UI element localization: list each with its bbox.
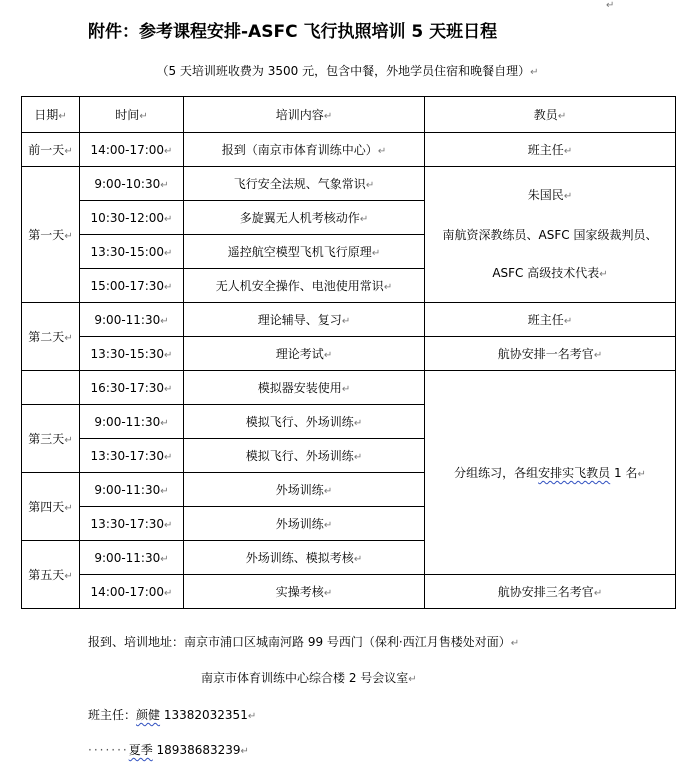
cell-text: 安排实飞教员 (538, 466, 611, 480)
content-cell (184, 235, 425, 269)
day-label (22, 473, 80, 541)
cell-text: 外场训练、模拟考核 (245, 551, 354, 565)
cell-text: 前一天 (28, 143, 65, 157)
header-coach (425, 97, 676, 133)
cell-text: ······· (88, 743, 129, 757)
cell-text: 外场训练 (275, 517, 324, 531)
cell-text: 理论考试 (275, 347, 324, 361)
cell-text: 遥控航空模型飞机飞行原理 (227, 245, 372, 259)
coach-cell (425, 337, 676, 371)
cell-text: 第五天 (28, 568, 65, 582)
paragraph-mark: ↵ (160, 179, 169, 191)
paragraph-mark: ↵ (341, 316, 351, 327)
content-cell (184, 541, 425, 575)
paragraph-mark: ↵ (593, 588, 603, 599)
content-cell (184, 337, 425, 371)
cell-text: 第一天 (28, 228, 65, 242)
cell-text: 日期 (34, 108, 59, 122)
paragraph-mark: ↵ (383, 282, 393, 293)
paragraph-mark: ↵ (593, 350, 603, 361)
table-row (22, 167, 676, 201)
cell-text: 1 名 (610, 466, 638, 480)
time-cell (80, 371, 184, 405)
time-cell (80, 337, 184, 371)
content-cell (184, 405, 425, 439)
paragraph-mark: ↵ (599, 268, 608, 280)
time-cell (80, 473, 184, 507)
cell-text: 13:30-15:30 (90, 346, 165, 361)
address-line-2 (201, 669, 417, 686)
paragraph-mark: ↵ (64, 571, 73, 582)
day-label (22, 303, 80, 371)
cell-text: 10:30-12:00 (90, 210, 165, 225)
paragraph-mark: ↵ (637, 469, 646, 480)
paragraph-mark: ↵ (323, 486, 333, 497)
paragraph-mark: ↵ (64, 435, 73, 446)
paragraph-mark: ↵ (64, 503, 73, 514)
paragraph-mark: ↵ (247, 711, 257, 722)
paragraph-mark: ↵ (371, 248, 381, 259)
cell-text: 模拟飞行、外场训练 (245, 449, 354, 463)
document-title: 附件：参考课程安排-ASFC 飞行执照培训 5 天班日程 (88, 22, 498, 42)
cell-text: 模拟飞行、外场训练 (245, 415, 354, 429)
paragraph-mark: ↵ (563, 146, 573, 157)
cell-text: 航协安排一名考官 (497, 347, 594, 361)
subtitle-text: （5 天培训班收费为 3500 元，包含中餐，外地学员住宿和晚餐自理） (156, 64, 531, 78)
time-cell (80, 235, 184, 269)
content-cell (184, 371, 425, 405)
paragraph-mark: ↵ (164, 383, 173, 395)
paragraph-mark: ↵ (164, 247, 173, 259)
paragraph-mark: ↵ (164, 145, 173, 157)
table-header-row (22, 97, 676, 133)
table-row (22, 303, 676, 337)
paragraph-mark: ↵ (530, 67, 539, 78)
paragraph-mark: ↵ (64, 146, 73, 157)
content-cell (184, 269, 425, 303)
coach-cell (425, 133, 676, 167)
table-row (22, 337, 676, 371)
cell-text: 14:00-17:00 (90, 584, 165, 599)
cell-text: 报到、培训地址：南京市浦口区城南河路 99 号西门（保利·西江月售楼处对面） (88, 635, 511, 649)
cell-text: 9:00-11:30 (94, 312, 161, 327)
paragraph-mark: ↵ (240, 746, 249, 757)
cell-text: 13:30-15:00 (90, 244, 165, 259)
header-content (184, 97, 425, 133)
paragraph-mark: ↵ (160, 417, 169, 429)
content-cell (184, 201, 425, 235)
content-cell (184, 303, 425, 337)
coach-cell (425, 303, 676, 337)
day-label (22, 541, 80, 609)
cell-text: 13:30-17:30 (90, 516, 165, 531)
coach-cell (425, 575, 676, 609)
cell-text: 夏季 (128, 743, 153, 757)
table-row (22, 575, 676, 609)
cell-text: 第四天 (28, 500, 65, 514)
cell-text: 实操考核 (275, 585, 324, 599)
day-label (22, 167, 80, 303)
paragraph-mark: ↵ (365, 180, 375, 191)
time-cell (80, 269, 184, 303)
paragraph-mark: ↵ (160, 485, 169, 497)
address-line-1 (88, 633, 519, 650)
paragraph-mark: ↵ (563, 190, 573, 202)
document-subtitle (0, 62, 695, 79)
paragraph-mark: ↵ (353, 452, 363, 463)
paragraph-mark: ↵ (408, 674, 417, 685)
cell-text: 班主任： (88, 708, 137, 722)
paragraph-mark: ↵ (510, 638, 520, 649)
content-cell (184, 167, 425, 201)
cell-text: 无人机安全操作、电池使用常识 (215, 279, 384, 293)
cell-text: 9:00-11:30 (94, 414, 161, 429)
cell-text: 18938683239 (152, 743, 241, 757)
cell-text: 16:30-17:30 (90, 380, 165, 395)
content-cell (184, 507, 425, 541)
paragraph-mark: ↵ (323, 520, 333, 531)
paragraph-mark: ↵ (64, 333, 73, 344)
paragraph-mark: ↵ (323, 111, 333, 122)
content-cell (184, 473, 425, 507)
cell-text: 颜健 (136, 708, 161, 722)
time-cell (80, 133, 184, 167)
contact-line-1 (88, 706, 256, 723)
paragraph-mark: ↵ (557, 111, 567, 122)
time-cell (80, 541, 184, 575)
paragraph-mark: ↵ (160, 315, 169, 327)
paragraph-mark: ↵ (323, 350, 333, 361)
time-cell (80, 439, 184, 473)
content-cell (184, 439, 425, 473)
paragraph-mark: ↵ (353, 418, 363, 429)
paragraph-mark: ↵ (341, 384, 351, 395)
paragraph-mark: ↵ (164, 451, 173, 463)
day-label (22, 133, 80, 167)
cell-text: 朱国民 (527, 187, 564, 202)
day-label-empty (22, 371, 80, 405)
cell-text: ASFC 高级技术代表 (492, 265, 600, 280)
time-cell (80, 201, 184, 235)
cell-text: 15:00-17:30 (90, 278, 165, 293)
cell-text: 教员 (533, 108, 558, 122)
paragraph-mark: ↵ (606, 0, 615, 11)
cell-text: 飞行安全法规、气象常识 (233, 177, 366, 191)
cell-text: 13:30-17:30 (90, 448, 165, 463)
cell-text: 13382032351 (160, 708, 248, 722)
paragraph-mark: ↵ (359, 214, 369, 225)
cell-text: 第二天 (28, 330, 65, 344)
cell-text: 航协安排三名考官 (497, 585, 594, 599)
cell-text: 培训内容 (275, 108, 324, 122)
paragraph-mark: ↵ (139, 111, 148, 122)
paragraph-mark: ↵ (164, 281, 173, 293)
day-label (22, 405, 80, 473)
cell-text: 外场训练 (275, 483, 324, 497)
time-cell (80, 167, 184, 201)
time-cell (80, 575, 184, 609)
table-row (22, 371, 676, 405)
cell-text: 9:00-11:30 (94, 550, 161, 565)
paragraph-mark: ↵ (160, 553, 169, 565)
cell-text: 报到（南京市体育训练中心） (221, 143, 378, 157)
paragraph-mark: ↵ (164, 349, 173, 361)
contact-line-2 (88, 741, 249, 758)
cell-text: 南航资深教练员、ASFC 国家级裁判员、 (442, 227, 658, 242)
paragraph-mark: ↵ (164, 519, 173, 531)
paragraph-mark: ↵ (323, 588, 333, 599)
cell-text: 时间 (115, 108, 140, 122)
cell-text: 南京市体育训练中心综合楼 2 号会议室 (201, 671, 409, 685)
cell-text: 第三天 (28, 432, 65, 446)
cell-text: 班主任 (527, 313, 564, 327)
paragraph-mark: ↵ (64, 231, 73, 242)
cell-text: 9:00-10:30 (94, 176, 161, 191)
paragraph-mark: ↵ (377, 146, 387, 157)
cell-text: 9:00-11:30 (94, 482, 161, 497)
table-row (22, 133, 676, 167)
cell-text: 理论辅导、复习 (257, 313, 342, 327)
paragraph-mark: ↵ (563, 316, 573, 327)
paragraph-mark: ↵ (58, 111, 67, 122)
paragraph-mark: ↵ (353, 554, 363, 565)
content-cell (184, 133, 425, 167)
time-cell (80, 405, 184, 439)
cell-text: 分组练习，各组 (454, 466, 539, 480)
time-cell (80, 507, 184, 541)
coach-cell (425, 371, 676, 575)
content-cell (184, 575, 425, 609)
cell-text: 模拟器安装使用 (257, 381, 342, 395)
paragraph-mark: ↵ (164, 213, 173, 225)
schedule-table (21, 96, 676, 609)
coach-cell (425, 167, 676, 303)
header-time (80, 97, 184, 133)
cell-text: 14:00-17:00 (90, 142, 165, 157)
time-cell (80, 303, 184, 337)
cell-text: 班主任 (527, 143, 564, 157)
paragraph-mark: ↵ (164, 587, 173, 599)
cell-text: 多旋翼无人机考核动作 (239, 211, 360, 225)
header-date (22, 97, 80, 133)
